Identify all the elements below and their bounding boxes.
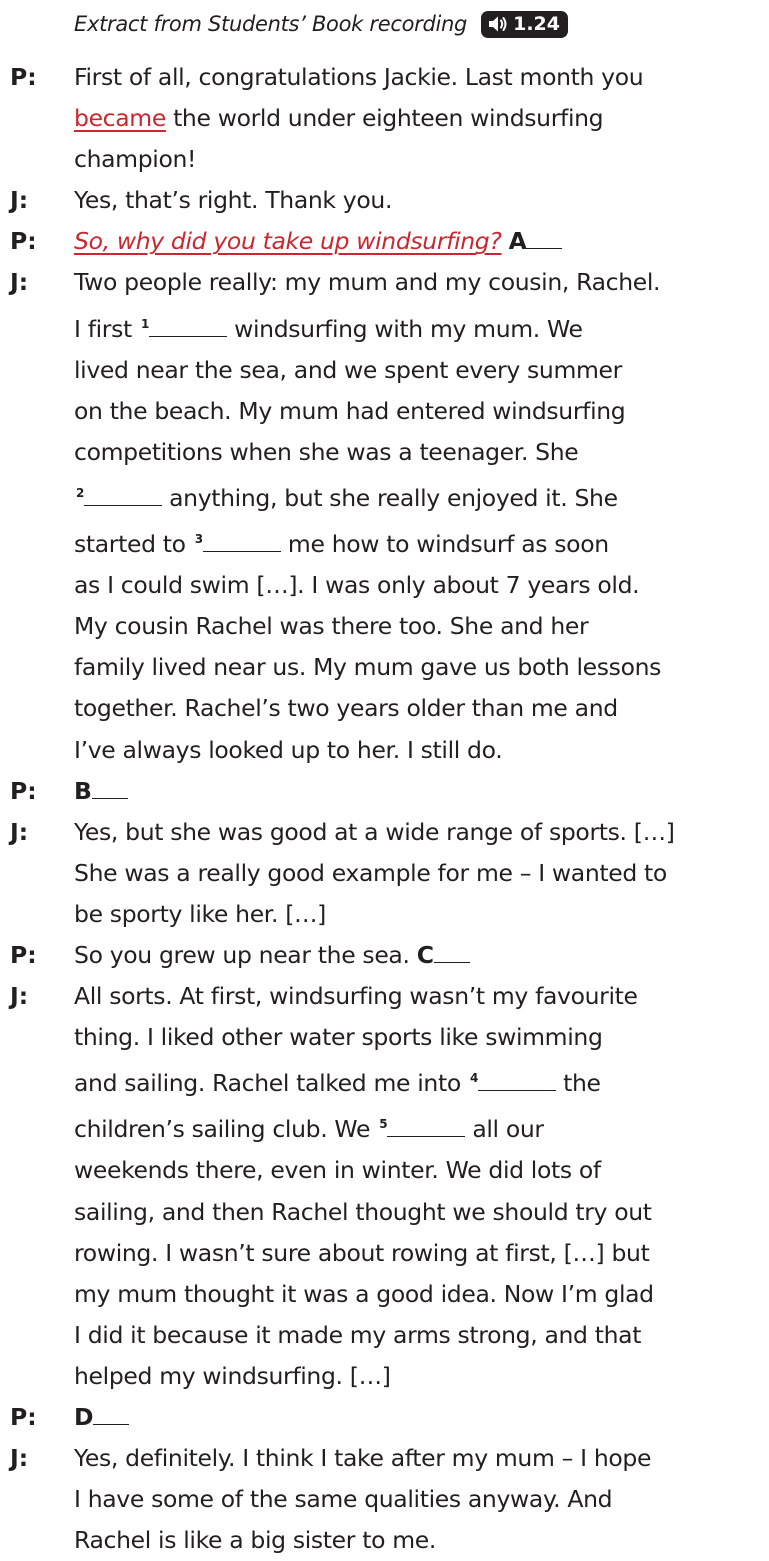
text-segment: the bbox=[563, 1069, 601, 1098]
highlighted-word: became bbox=[74, 104, 166, 133]
text-line bbox=[74, 1397, 765, 1438]
text-line bbox=[74, 473, 765, 519]
speaker-label: P: bbox=[10, 1403, 37, 1431]
text-line: sailing, and then Rachel thought we should try out bbox=[74, 1197, 652, 1226]
speaker-label: P: bbox=[10, 776, 37, 805]
text-line: family lived near us. My mum gave us both lessons bbox=[74, 653, 662, 682]
text-line: as I could swim […]. I was only about 7 years old. bbox=[74, 571, 640, 600]
text-line: my mum thought it was a good idea. Now I’m glad bbox=[74, 1279, 654, 1308]
text-segment: So you grew up near the sea. bbox=[74, 940, 410, 969]
dialogue-turn bbox=[10, 1438, 765, 1561]
dialogue-turn bbox=[10, 180, 765, 221]
text-line bbox=[74, 304, 765, 350]
answer-blank[interactable] bbox=[434, 961, 470, 963]
text-line: on the beach. My mum had entered windsurfing bbox=[74, 396, 626, 425]
text-line: Rachel is like a big sister to me. bbox=[74, 1526, 436, 1555]
text-line bbox=[74, 1104, 765, 1150]
turn-text bbox=[74, 935, 765, 976]
dialogue-transcript bbox=[10, 57, 765, 1561]
gap-number: 1 bbox=[141, 316, 149, 331]
text-line: lived near the sea, and we spent every summer bbox=[74, 355, 622, 384]
text-line: She was a really good example for me – I wanted to bbox=[74, 858, 667, 887]
answer-blank[interactable] bbox=[387, 1135, 465, 1137]
dialogue-turn bbox=[10, 221, 765, 262]
text-line: Yes, that’s right. Thank you. bbox=[74, 186, 393, 215]
example-question: So, why did you take up windsurfing? bbox=[74, 227, 502, 256]
speaker-label: P: bbox=[10, 940, 37, 969]
text-line: thing. I liked other water sports like swimming bbox=[74, 1023, 603, 1052]
question-letter: D bbox=[74, 1403, 94, 1431]
speaker-label: J: bbox=[10, 1444, 29, 1473]
text-line bbox=[74, 935, 765, 976]
answer-blank[interactable] bbox=[93, 1423, 129, 1425]
answer-blank[interactable] bbox=[149, 335, 227, 337]
text-segment: I first bbox=[74, 314, 132, 343]
gap-number: 2 bbox=[76, 485, 84, 500]
dialogue-turn bbox=[10, 976, 765, 1397]
text-line bbox=[74, 1058, 765, 1104]
text-line: I did it because it made my arms strong, and that bbox=[74, 1320, 642, 1349]
turn-text bbox=[74, 771, 765, 812]
turn-text bbox=[74, 812, 765, 935]
speaker-audio-icon bbox=[488, 15, 508, 33]
gap-number: 5 bbox=[379, 1117, 388, 1132]
turn-text bbox=[74, 262, 765, 770]
dialogue-turn bbox=[10, 771, 765, 812]
text-segment: anything, but she really enjoyed it. She bbox=[169, 483, 618, 512]
dialogue-turn bbox=[10, 935, 765, 976]
speaker-label: P: bbox=[10, 227, 37, 256]
recording-title: Extract from Students’ Book recording bbox=[74, 12, 468, 36]
gap-number: 3 bbox=[194, 532, 203, 547]
text-segment: me how to windsurf as soon bbox=[287, 530, 609, 559]
text-line: I’ve always looked up to her. I still do. bbox=[74, 735, 503, 764]
dialogue-turn bbox=[10, 1397, 765, 1438]
question-letter: C bbox=[416, 940, 434, 969]
text-line bbox=[74, 221, 765, 262]
turn-text bbox=[74, 976, 765, 1397]
text-line: All sorts. At first, windsurfing wasn’t my favourite bbox=[74, 982, 638, 1011]
text-line: Two people really: my mum and my cousin, Rachel. bbox=[74, 268, 661, 297]
question-letter: B bbox=[74, 776, 92, 805]
answer-blank[interactable] bbox=[84, 504, 162, 506]
text-line: be sporty like her. […] bbox=[74, 899, 326, 928]
text-line: I have some of the same qualities anyway. And bbox=[74, 1485, 613, 1514]
text-segment: the world under eighteen windsurfing bbox=[165, 104, 604, 133]
text-segment: children’s sailing club. We bbox=[74, 1115, 371, 1144]
answer-blank[interactable] bbox=[203, 550, 281, 552]
text-line: My cousin Rachel was there too. She and her bbox=[74, 612, 589, 641]
turn-text bbox=[74, 1397, 765, 1438]
speaker-label: J: bbox=[10, 982, 29, 1011]
dialogue-turn bbox=[10, 812, 765, 935]
audio-track-badge[interactable] bbox=[481, 11, 568, 38]
track-number: 1.24 bbox=[513, 13, 560, 35]
text-line: together. Rachel’s two years older than me and bbox=[74, 694, 618, 723]
recording-header bbox=[74, 4, 568, 44]
answer-blank[interactable] bbox=[92, 797, 128, 799]
answer-blank[interactable] bbox=[478, 1089, 556, 1091]
text-segment: started to bbox=[74, 530, 186, 559]
gap-number: 4 bbox=[469, 1071, 478, 1086]
dialogue-turn bbox=[10, 57, 765, 180]
text-line bbox=[74, 98, 765, 139]
speaker-label: J: bbox=[10, 186, 29, 215]
text-segment: and sailing. Rachel talked me into bbox=[74, 1069, 461, 1098]
turn-text bbox=[74, 221, 765, 262]
question-letter: A bbox=[508, 227, 527, 256]
text-line: Yes, but she was good at a wide range of sports. […] bbox=[74, 817, 675, 846]
text-line bbox=[74, 771, 765, 812]
speaker-label: P: bbox=[10, 63, 37, 91]
text-line: weekends there, even in winter. We did lots of bbox=[74, 1156, 601, 1185]
turn-text bbox=[74, 57, 765, 180]
text-line: champion! bbox=[74, 145, 197, 174]
speaker-label: J: bbox=[10, 817, 29, 846]
text-segment: all our bbox=[472, 1115, 544, 1144]
turn-text bbox=[74, 180, 765, 221]
text-line: First of all, congratulations Jackie. Last month you bbox=[74, 63, 644, 91]
text-line: competitions when she was a teenager. She bbox=[74, 437, 579, 466]
text-line: Yes, definitely. I think I take after my mum – I hope bbox=[74, 1444, 652, 1473]
dialogue-turn bbox=[10, 262, 765, 770]
text-line: rowing. I wasn’t sure about rowing at first, […] but bbox=[74, 1238, 650, 1267]
answer-blank[interactable] bbox=[526, 247, 562, 249]
text-line: helped my windsurfing. […] bbox=[74, 1361, 391, 1390]
text-line bbox=[74, 519, 765, 565]
text-segment: windsurfing with my mum. We bbox=[234, 314, 583, 343]
turn-text bbox=[74, 1438, 765, 1561]
speaker-label: J: bbox=[10, 268, 29, 297]
